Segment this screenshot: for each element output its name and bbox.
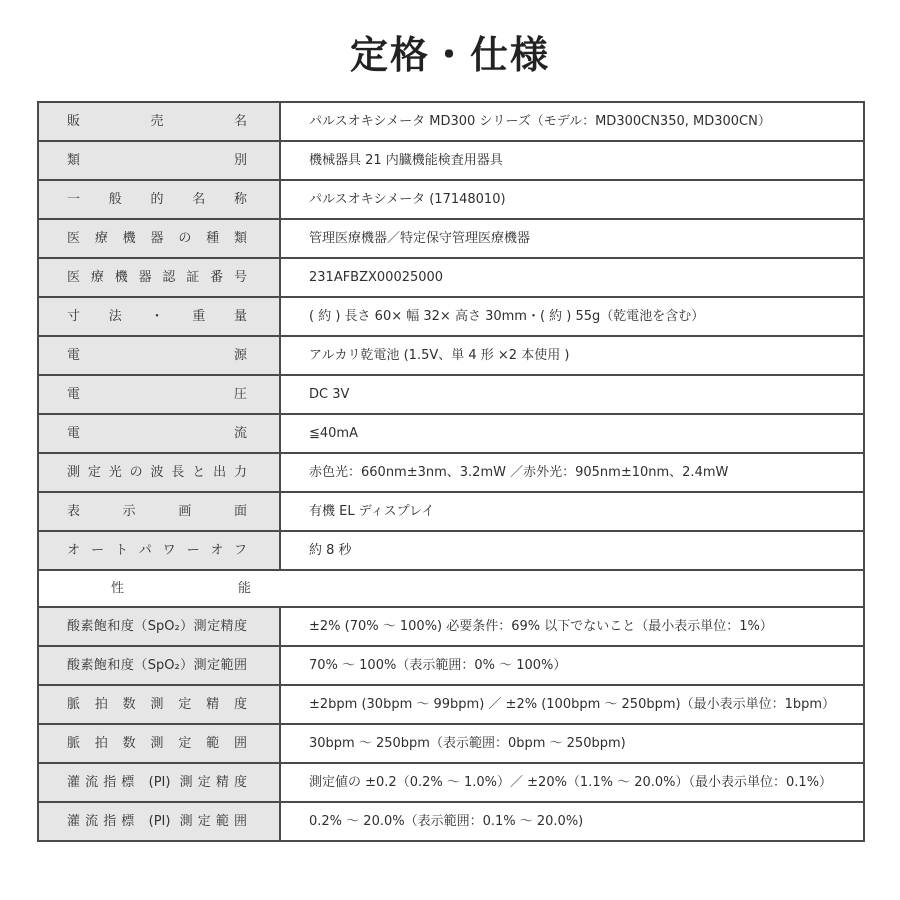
row-value: 赤色光：660nm±3nm、3.2mW ／赤外光：905nm±10nm、2.4mW <box>280 453 864 492</box>
table-row <box>38 646 864 685</box>
row-label: 測定光の波長と出力 <box>38 453 280 492</box>
section-label: 性能 <box>111 581 251 596</box>
row-label: 販売名 <box>38 102 280 141</box>
row-label: 灌流指標 (PI) 測定範囲 <box>38 802 280 841</box>
row-label: 医療機器の種類 <box>38 219 280 258</box>
row-value: パルスオキシメータ MD300 シリーズ（モデル：MD300CN350, MD300CN） <box>280 102 864 141</box>
row-label: 脈拍数測定精度 <box>38 685 280 724</box>
section-header <box>38 570 864 607</box>
table-row <box>38 763 864 802</box>
row-label: 脈拍数測定範囲 <box>38 724 280 763</box>
row-value: ±2bpm (30bpm ～ 99bpm) ／ ±2% (100bpm ～ 250bpm)（最小表示単位：1bpm） <box>280 685 864 724</box>
section-row <box>38 570 864 607</box>
row-value: 約 8 秒 <box>280 531 864 570</box>
row-value: ( 約 ) 長さ 60× 幅 32× 高さ 30mm・( 約 ) 55g（乾電池を含む） <box>280 297 864 336</box>
row-label: 一般的名称 <box>38 180 280 219</box>
row-label: 灌流指標 (PI) 測定精度 <box>38 763 280 802</box>
row-label: 医療機器認証番号 <box>38 258 280 297</box>
table-row <box>38 724 864 763</box>
row-value: 0.2% ～ 20.0%（表示範囲：0.1% ～ 20.0%) <box>280 802 864 841</box>
row-label: 類別 <box>38 141 280 180</box>
table-row <box>38 607 864 646</box>
row-value: ±2% (70% ～ 100%) 必要条件：69% 以下でないこと（最小表示単位：1%） <box>280 607 864 646</box>
row-label: 酸素飽和度（SpO₂）測定範囲 <box>38 646 280 685</box>
table-row <box>38 219 864 258</box>
row-value: 機械器具 21 内臓機能検査用器具 <box>280 141 864 180</box>
row-label: 表示画面 <box>38 492 280 531</box>
table-row <box>38 492 864 531</box>
row-value: 30bpm ～ 250bpm（表示範囲：0bpm ～ 250bpm) <box>280 724 864 763</box>
table-row <box>38 453 864 492</box>
row-value: 管理医療機器／特定保守管理医療機器 <box>280 219 864 258</box>
row-value: 有機 EL ディスプレイ <box>280 492 864 531</box>
row-value: パルスオキシメータ (17148010) <box>280 180 864 219</box>
table-row <box>38 685 864 724</box>
row-label: オートパワーオフ <box>38 531 280 570</box>
row-value: アルカリ乾電池 (1.5V、単 4 形 ×2 本使用 ) <box>280 336 864 375</box>
row-label: 電流 <box>38 414 280 453</box>
row-value: 231AFBZX00025000 <box>280 258 864 297</box>
table-row <box>38 141 864 180</box>
spec-table <box>37 101 865 842</box>
row-label: 電圧 <box>38 375 280 414</box>
table-row <box>38 336 864 375</box>
table-row <box>38 531 864 570</box>
table-row <box>38 180 864 219</box>
table-row <box>38 802 864 841</box>
row-value: DC 3V <box>280 375 864 414</box>
row-label: 寸法・重量 <box>38 297 280 336</box>
row-value: ≦40mA <box>280 414 864 453</box>
row-value: 70% ～ 100%（表示範囲：0% ～ 100%） <box>280 646 864 685</box>
table-row <box>38 414 864 453</box>
row-value: 測定値の ±0.2（0.2% ～ 1.0%）／ ±20%（1.1% ～ 20.0%）（最小表示単位：0.1%） <box>280 763 864 802</box>
table-row <box>38 258 864 297</box>
table-row <box>38 375 864 414</box>
page-title: 定格・仕様 <box>349 33 550 77</box>
row-label: 電源 <box>38 336 280 375</box>
table-row <box>38 102 864 141</box>
row-label: 酸素飽和度（SpO₂）測定精度 <box>38 607 280 646</box>
table-row <box>38 297 864 336</box>
